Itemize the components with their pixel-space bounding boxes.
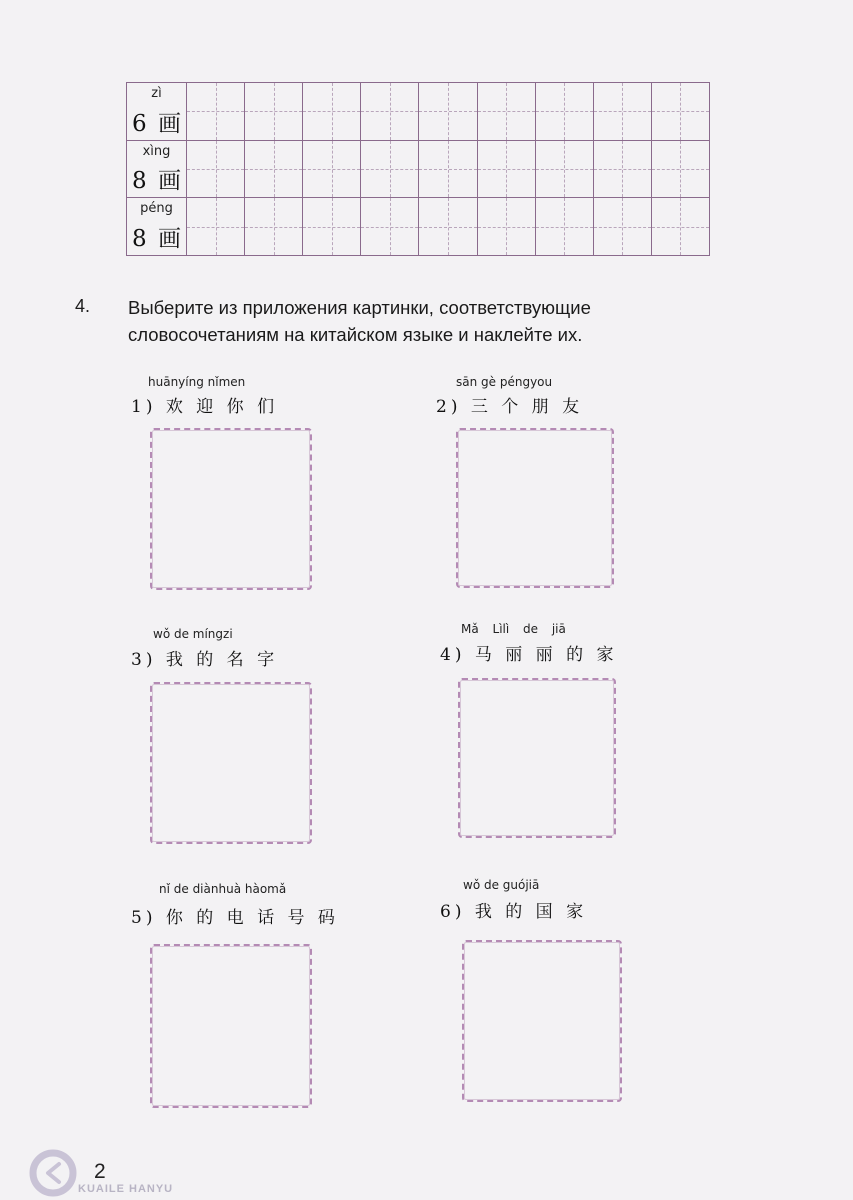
writing-cell (303, 83, 361, 140)
writing-cell (478, 141, 536, 198)
item-pinyin: Mǎ Lìlì de jiā (461, 622, 566, 636)
item-chinese: 3) 我 的 名 字 (131, 650, 279, 670)
item-chinese: 6) 我 的 国 家 (440, 902, 588, 922)
item-pinyin: huānyíng nǐmen (148, 375, 246, 389)
item-chinese: 4) 马 丽 丽 的 家 (440, 645, 618, 665)
writing-cell (361, 141, 419, 198)
writing-cell (361, 83, 419, 140)
grid-stroke-count: 6 画 (132, 110, 183, 137)
writing-cell (303, 141, 361, 198)
writing-cell (478, 198, 536, 255)
writing-cell (245, 198, 303, 255)
grid-row-zi (127, 83, 709, 141)
writing-cell (303, 198, 361, 255)
writing-cell (419, 83, 477, 140)
brand-text: KUAILE HANYU (78, 1183, 174, 1195)
writing-cell (652, 198, 709, 255)
item-pinyin: wǒ de míngzi (153, 627, 233, 641)
item-pinyin: wǒ de guójiā (463, 878, 540, 892)
writing-cell (594, 198, 652, 255)
character-writing-grid (126, 82, 710, 256)
sticker-box-1[interactable] (150, 428, 312, 590)
grid-stroke-count: 8 画 (132, 226, 183, 253)
grid-label-cell (127, 141, 187, 198)
writing-cell (536, 141, 594, 198)
item-pinyin: sān gè péngyou (456, 375, 553, 389)
writing-cell (187, 141, 245, 198)
task-instructions: Выберите из приложения картинки, соответствующие словосочетаниям на китайском языке и наклейте их. (128, 297, 591, 345)
arrow-circle-logo-icon (28, 1148, 78, 1198)
writing-cell (594, 83, 652, 140)
sticker-box-3[interactable] (150, 682, 312, 844)
writing-cell (594, 141, 652, 198)
grid-label-cell (127, 198, 187, 255)
writing-cell (652, 83, 709, 140)
task-number: 4. (75, 296, 91, 316)
writing-cell (361, 198, 419, 255)
item-chinese: 1) 欢 迎 你 们 (131, 397, 279, 417)
grid-pinyin: péng (140, 201, 173, 217)
grid-label-cell (127, 83, 187, 140)
writing-cell (419, 141, 477, 198)
writing-cell (245, 141, 303, 198)
writing-cell (652, 141, 709, 198)
grid-pinyin: zì (151, 86, 162, 101)
grid-row-peng (127, 198, 709, 255)
writing-cell (536, 198, 594, 255)
sticker-box-4[interactable] (458, 678, 616, 838)
writing-cell (419, 198, 477, 255)
sticker-box-6[interactable] (462, 940, 622, 1102)
sticker-box-5[interactable] (150, 944, 312, 1108)
item-pinyin: nǐ de diànhuà hàomǎ (159, 882, 287, 896)
writing-cell (536, 83, 594, 140)
sticker-box-2[interactable] (456, 428, 614, 588)
writing-cell (187, 198, 245, 255)
writing-cell (245, 83, 303, 140)
page-number: 2 (94, 1160, 106, 1183)
grid-pinyin: xìng (142, 143, 171, 159)
item-chinese: 2) 三 个 朋 友 (436, 397, 584, 417)
writing-cell (187, 83, 245, 140)
item-chinese: 5) 你 的 电 话 号 码 (131, 908, 339, 928)
grid-stroke-count: 8 画 (132, 168, 183, 195)
grid-row-xing (127, 141, 709, 199)
writing-cell (478, 83, 536, 140)
